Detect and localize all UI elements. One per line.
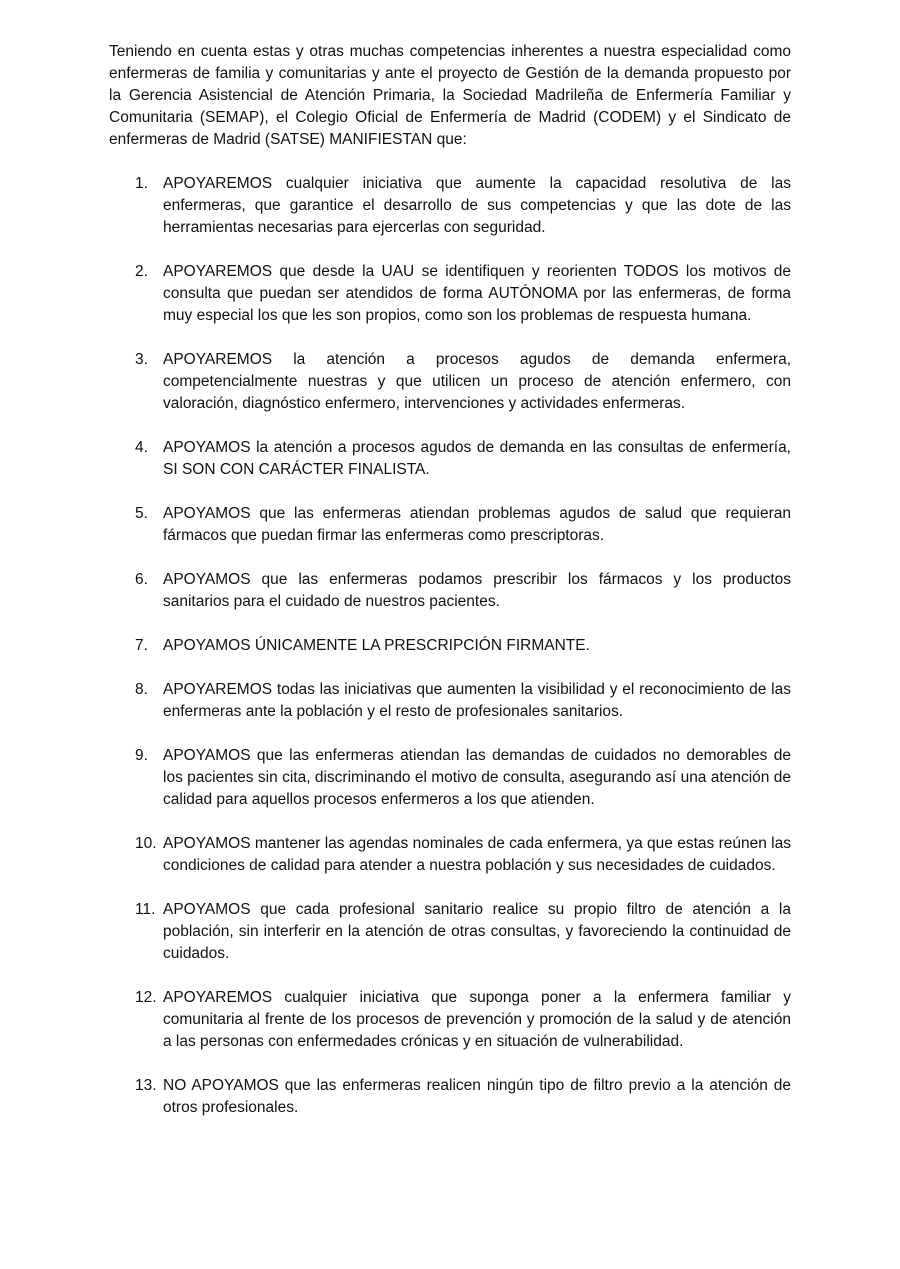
list-item-text: APOYAMOS que las enfermeras atiendan problemas agudos de salud que requieran fármacos que puedan firmar las enfermeras como prescriptoras. — [163, 505, 791, 544]
list-item-number: 8. — [135, 681, 148, 698]
list-item-number: 13. — [135, 1077, 157, 1094]
list-item-number: 1. — [135, 175, 148, 192]
list-item-number: 11. — [135, 901, 156, 918]
list-item — [109, 987, 791, 1053]
list-item — [109, 173, 791, 239]
list-item-text: APOYAMOS que cada profesional sanitario realice su propio filtro de atención a la población, sin interferir en la atención de otras consultas, y favoreciendo la continuidad de cuidados. — [163, 901, 791, 962]
list-item — [109, 833, 791, 877]
list-item-number: 12. — [135, 989, 157, 1006]
list-item — [109, 503, 791, 547]
list-item-text: APOYAREMOS la atención a procesos agudos de demanda enfermera, competencialmente nuestras y que utilicen un proceso de atención enfermero, con valoración, diagnóstico enfermero, intervenciones y actividades enfermeras. — [163, 351, 791, 412]
list-item-number: 9. — [135, 747, 148, 764]
list-item-text: APOYAMOS ÚNICAMENTE LA PRESCRIPCIÓN FIRMANTE. — [163, 637, 590, 654]
list-item — [109, 437, 791, 481]
list-item-number: 7. — [135, 637, 148, 654]
list-item — [109, 1075, 791, 1119]
list-item-text: APOYAMOS que las enfermeras atiendan las demandas de cuidados no demorables de los pacientes sin cita, discriminando el motivo de consulta, asegurando así una atención de calidad para aquellos procesos enfermeros a los que atienden. — [163, 747, 791, 808]
list-item-text: APOYAREMOS cualquier iniciativa que aumente la capacidad resolutiva de las enfermeras, que garantice el desarrollo de sus competencias y que las dote de las herramientas necesarias para ejercerlas con seguridad. — [163, 175, 791, 236]
list-item-number: 10. — [135, 835, 157, 852]
list-item-number: 3. — [135, 351, 148, 368]
list-item-number: 2. — [135, 263, 148, 280]
list-item — [109, 349, 791, 415]
list-item — [109, 745, 791, 811]
list-item — [109, 635, 791, 657]
list-item-text: APOYAMOS la atención a procesos agudos de demanda en las consultas de enfermería, SI SON CON CARÁCTER FINALISTA. — [163, 439, 791, 478]
document-page — [109, 41, 791, 1141]
list-item-text: APOYAREMOS todas las iniciativas que aumenten la visibilidad y el reconocimiento de las enfermeras ante la población y el resto de profesionales sanitarios. — [163, 681, 791, 720]
list-item — [109, 899, 791, 965]
list-item-text: NO APOYAMOS que las enfermeras realicen ningún tipo de filtro previo a la atención de otros profesionales. — [163, 1077, 791, 1116]
list-item — [109, 679, 791, 723]
list-item-text: APOYAMOS mantener las agendas nominales de cada enfermera, ya que estas reúnen las condiciones de calidad para atender a nuestra población y sus necesidades de cuidados. — [163, 835, 791, 874]
manifesto-list — [109, 173, 791, 1119]
list-item — [109, 569, 791, 613]
list-item-number: 4. — [135, 439, 148, 456]
list-item-text: APOYAREMOS que desde la UAU se identifiquen y reorienten TODOS los motivos de consulta que puedan ser atendidos de forma AUTÓNOMA por las enfermeras, de forma muy especial los que les son propios, como son los problemas de respuesta humana. — [163, 263, 791, 324]
list-item-number: 5. — [135, 505, 148, 522]
list-item-number: 6. — [135, 571, 148, 588]
intro-paragraph: Teniendo en cuenta estas y otras muchas competencias inherentes a nuestra especialidad como enfermeras de familia y comunitarias y ante el proyecto de Gestión de la demanda propuesto por la Gerencia Asistencial de Atención Primaria, la Sociedad Madrileña de Enfermería Familiar y Comunitaria (SEMAP), el Colegio Oficial de Enfermería de Madrid (CODEM) y el Sindicato de enfermeras de Madrid (SATSE) MANIFIESTAN que: — [109, 43, 791, 148]
list-item — [109, 261, 791, 327]
list-item-text: APOYAMOS que las enfermeras podamos prescribir los fármacos y los productos sanitarios para el cuidado de nuestros pacientes. — [163, 571, 791, 610]
list-item-text: APOYAREMOS cualquier iniciativa que suponga poner a la enfermera familiar y comunitaria al frente de los procesos de prevención y promoción de la salud y de atención a las personas con enfermedades crónicas y en situación de vulnerabilidad. — [163, 989, 791, 1050]
